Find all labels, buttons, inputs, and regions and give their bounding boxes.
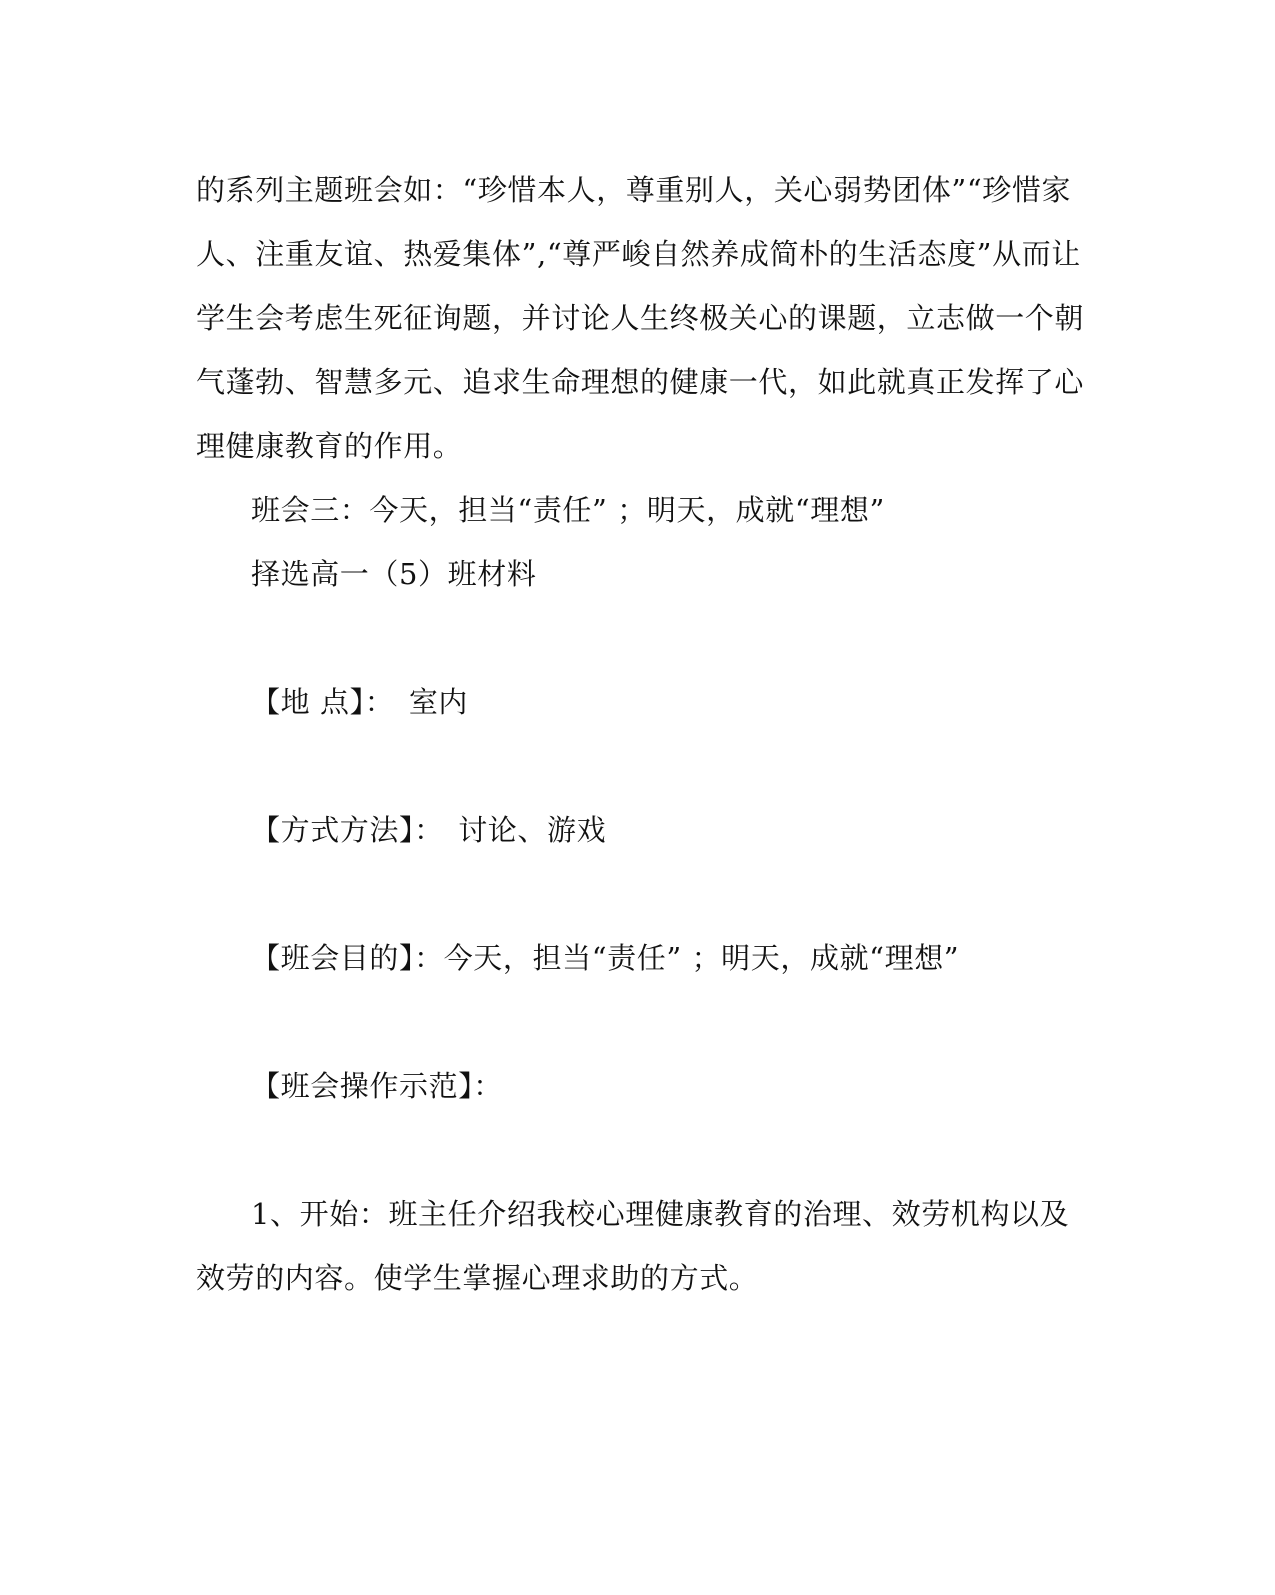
purpose-label: 【班会目的】：	[251, 941, 444, 975]
location-value: 室内	[408, 685, 469, 719]
step-1-line-1: 1、开始：班主任介绍我校心理健康教育的治理、效劳机构以及	[251, 1197, 1070, 1231]
location-label: 【地 点】：	[251, 685, 395, 719]
paragraph-line-5: 理健康教育的作用。	[196, 429, 463, 463]
method-row	[251, 812, 606, 848]
paragraph-line-3: 学生会考虑生死征询题，并讨论人生终极关心的课题，立志做一个朝	[196, 301, 1085, 335]
location-row	[251, 684, 468, 720]
paragraph-line-4: 气蓬勃、智慧多元、追求生命理想的健康一代，如此就真正发挥了心	[196, 365, 1085, 399]
method-label: 【方式方法】：	[251, 813, 444, 847]
material-source: 择选高一（5）班材料	[251, 557, 537, 591]
step-1-line-2: 效劳的内容。使学生掌握心理求助的方式。	[196, 1261, 759, 1295]
paragraph-line-2: 人、注重友谊、热爱集体”,“尊严峻自然养成简朴的生活态度”从而让	[196, 237, 1081, 271]
purpose-row	[251, 940, 959, 976]
paragraph-line-1: 的系列主题班会如：“珍惜本人，尊重别人，关心弱势团体”“珍惜家	[196, 173, 1072, 207]
method-value: 讨论、游戏	[458, 813, 607, 847]
purpose-value: 今天，担当“责任” ；明天，成就“理想”	[443, 941, 960, 975]
demo-heading: 【班会操作示范】：	[251, 1069, 503, 1103]
section-title: 班会三：今天，担当“责任” ；明天，成就“理想”	[251, 493, 885, 527]
